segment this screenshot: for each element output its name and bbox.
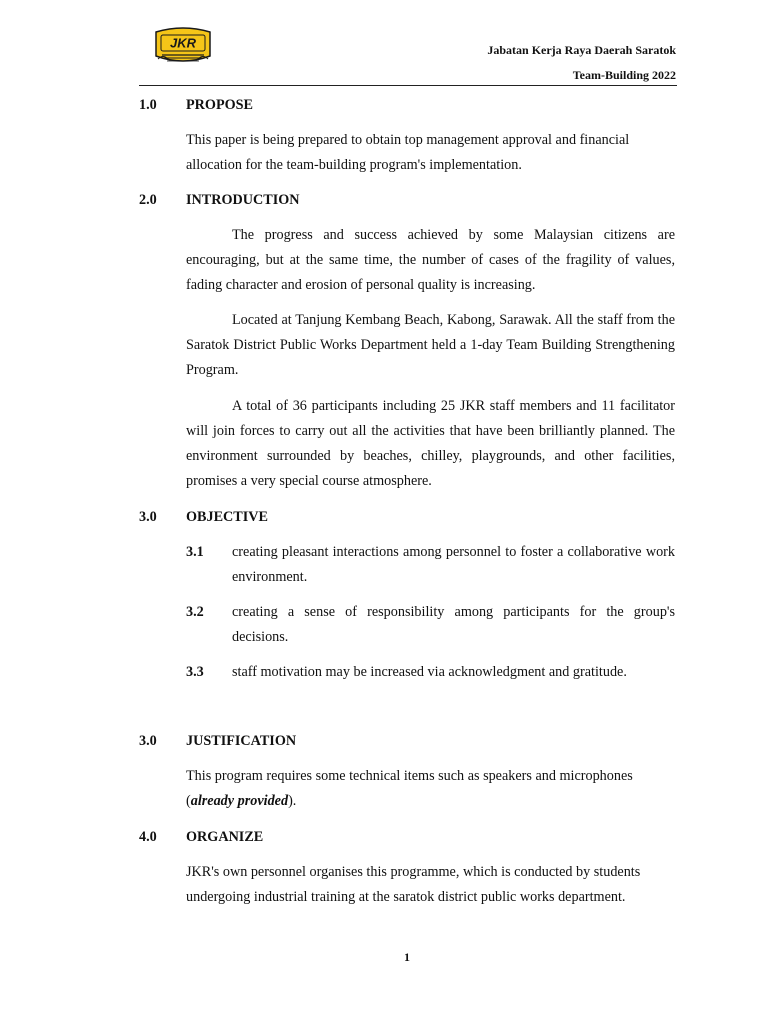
logo-text: JKR	[169, 35, 197, 51]
section-title-organize: ORGANIZE	[186, 829, 264, 845]
justification-text-before: This program requires some technical items such as speakers and microphones (	[186, 768, 633, 809]
objective-item-text: creating pleasant interactions among personnel to foster a collaborative work environment.	[232, 544, 675, 585]
objective-item-text: creating a sense of responsibility among participants for the group's decisions.	[232, 604, 675, 645]
organize-paragraph: JKR's own personnel organises this programme, which is conducted by students undergoing industrial training at the saratok district public works department.	[186, 864, 641, 905]
section-title-introduction: INTRODUCTION	[186, 192, 300, 208]
justification-paragraph	[186, 764, 675, 814]
section-title-justification: JUSTIFICATION	[186, 733, 297, 749]
section-number-justification: 3.0	[139, 733, 157, 749]
section-title-propose: PROPOSE	[186, 97, 254, 113]
justification-text-after: ).	[288, 793, 297, 809]
objective-item-number: 3.1	[186, 544, 204, 560]
section-number-organize: 4.0	[139, 829, 157, 845]
section-number-introduction: 2.0	[139, 192, 157, 208]
section-title-objective: OBJECTIVE	[186, 509, 268, 525]
jkr-logo	[152, 26, 214, 66]
header-divider	[139, 85, 677, 86]
introduction-paragraph-3: A total of 36 participants including 25 JKR staff members and 11 facilitator will join forces to carry out all the activities that have been brilliantly planned. The environment surrounded by beaches, chilley, playgrounds, and other facilities, promises a very special course atmosphere.	[186, 398, 675, 489]
propose-paragraph: This paper is being prepared to obtain top management approval and financial allocation for the team-building program's implementation.	[186, 132, 630, 173]
justification-emphasis: already provided	[190, 793, 289, 809]
objective-item-number: 3.3	[186, 664, 204, 680]
header-org-name: Jabatan Kerja Raya Daerah Saratok	[487, 43, 676, 57]
header-doc-title: Team-Building 2022	[572, 68, 676, 82]
objective-item-text: staff motivation may be increased via acknowledgment and gratitude.	[232, 664, 627, 680]
section-number-propose: 1.0	[139, 97, 157, 113]
introduction-paragraph-2: Located at Tanjung Kembang Beach, Kabong, Sarawak. All the staff from the Saratok District Public Works Department held a 1-day Team Building Strengthening Program.	[186, 312, 675, 378]
introduction-paragraph-1: The progress and success achieved by some Malaysian citizens are encouraging, but at the same time, the number of cases of the fragility of values, fading character and erosion of personal quality is increasing.	[186, 227, 675, 293]
objective-item-number: 3.2	[186, 604, 204, 620]
section-number-objective: 3.0	[139, 509, 157, 525]
page-number: 1	[404, 950, 410, 964]
